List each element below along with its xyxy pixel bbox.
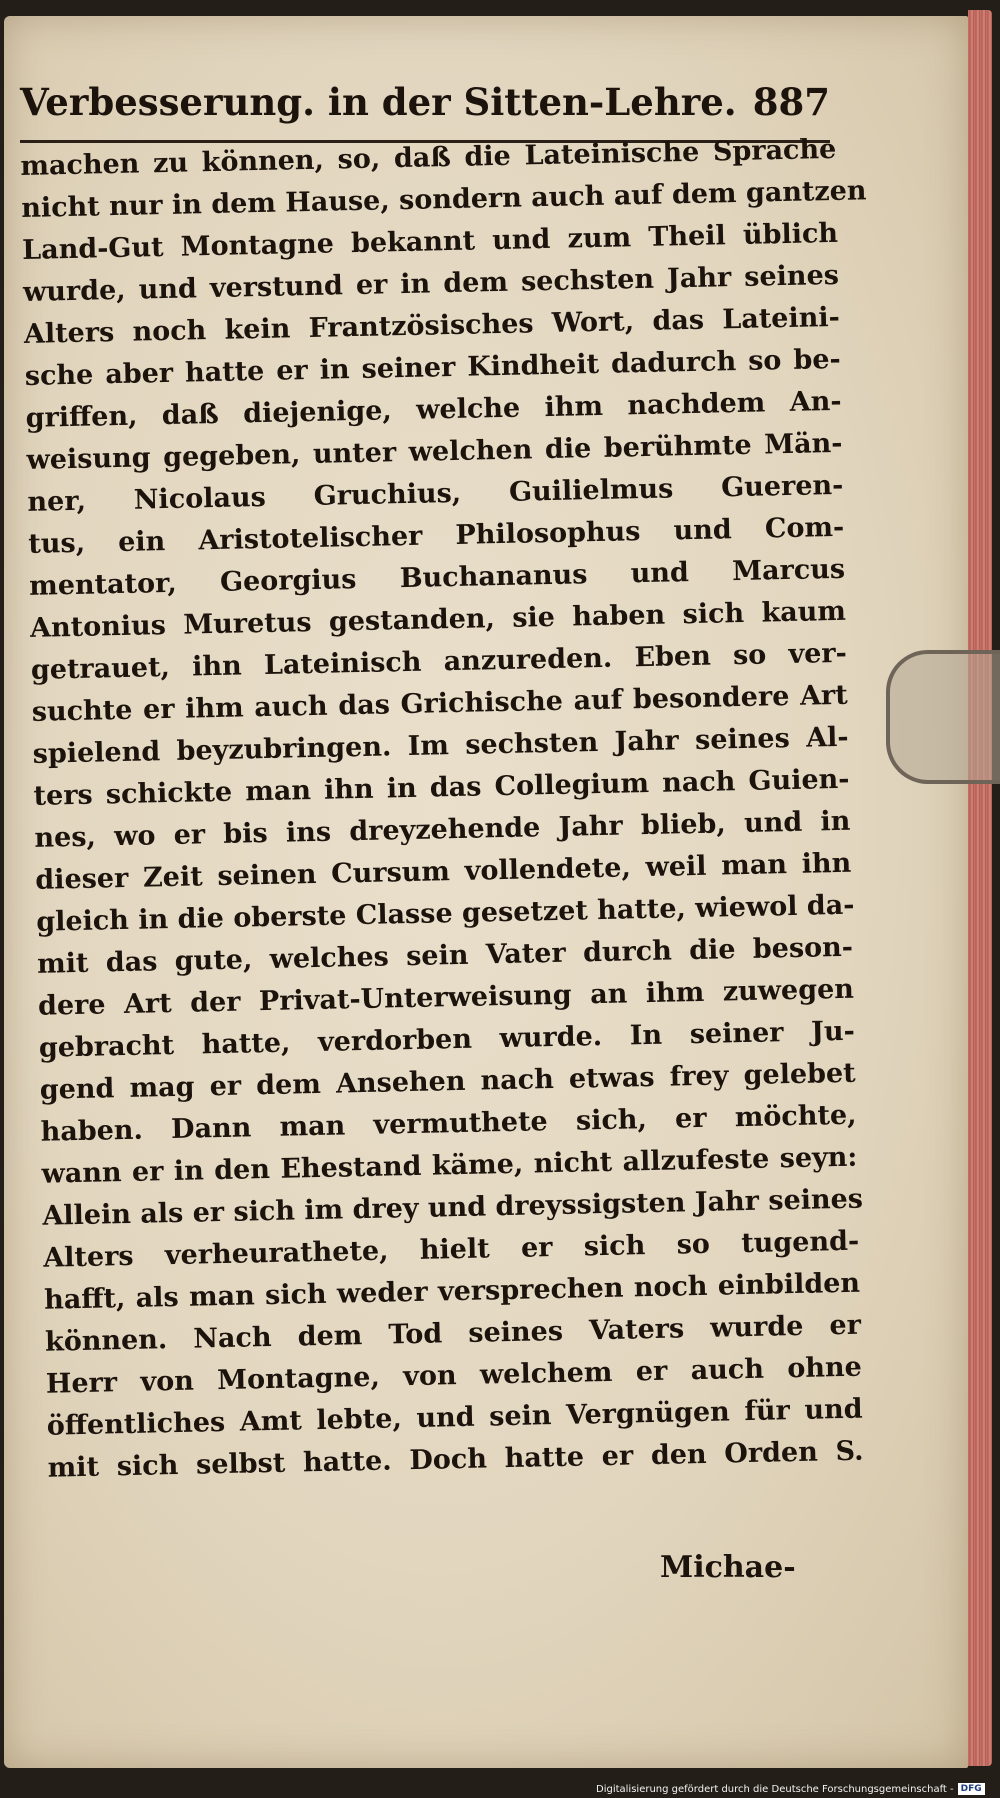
text-line: Alters verheurathete, hielt er sich so tugend-: [42, 1225, 860, 1274]
text-line: gebracht hatte, verdorben wurde. In seiner Ju-: [38, 1015, 856, 1064]
text-line: mit sich selbst hatte. Doch hatte er den Orden S.: [47, 1435, 864, 1484]
text-line: wann er in den Ehestand käme, nicht allzufeste seyn:: [41, 1141, 858, 1190]
text-line: Herr von Montagne, von welchem er auch ohne: [45, 1351, 863, 1400]
text-line: griffen, daß diejenige, welche ihm nachdem An-: [25, 385, 842, 434]
catchword: Michae-: [660, 1550, 796, 1585]
text-line: gleich in die oberste Classe gesetzet hatte, wiewol da-: [35, 889, 855, 938]
body-text: [20, 129, 867, 1490]
page-edges: [968, 10, 992, 1766]
text-line: Antonius Muretus gestanden, sie haben sich kaum: [29, 595, 847, 644]
text-line: Alters noch kein Frantzösisches Wort, das Lateini-: [23, 301, 841, 350]
text-line: öffentliches Amt lebte, und sein Vergnügen für und: [46, 1393, 863, 1442]
text-line: ner, Nicolaus Gruchius, Guilielmus Gueren-: [27, 469, 844, 518]
text-line: mentator, Georgius Buchananus und Marcus: [28, 553, 846, 602]
text-line: suchte er ihm auch das Grichische auf besondere Art: [31, 679, 849, 728]
text-line: sche aber hatte er in seiner Kindheit dadurch so be-: [24, 343, 841, 392]
text-line: weisung gegeben, unter welchen die berühmte Män-: [26, 427, 843, 476]
text-line: getrauet, ihn Lateinisch anzureden. Eben so ver-: [30, 637, 848, 686]
text-line: spielend beyzubringen. Im sechsten Jahr seines Al-: [32, 721, 849, 770]
credit-text: Digitalisierung gefördert durch die Deutsche Forschungsgemeinschaft -: [596, 1783, 954, 1795]
digitization-credit: [596, 1782, 985, 1796]
running-head-title: Verbesserung. in der Sitten-Lehre.: [20, 80, 737, 124]
text-line: nes, wo er bis ins dreyzehende Jahr blieb, und in: [34, 805, 851, 854]
text-line: mit das gute, welches sein Vater durch die beson-: [36, 931, 854, 980]
running-head: [20, 80, 830, 124]
text-line: dere Art der Privat-Unterweisung an ihm zuwegen: [37, 973, 855, 1022]
text-line: ters schickte man ihn in das Collegium nach Guien-: [33, 763, 850, 812]
text-line: tus, ein Aristotelischer Philosophus und Com-: [28, 511, 845, 560]
dfg-logo: DFG: [958, 1783, 985, 1795]
text-line: gend mag er dem Ansehen nach etwas frey gelebet: [39, 1057, 856, 1106]
page-number: 887: [752, 80, 830, 124]
text-line: dieser Zeit seinen Cursum vollendete, weil man ihn: [35, 847, 852, 896]
book-clasp: [886, 650, 1000, 784]
text-line: Land-Gut Montagne bekannt und zum Theil üblich: [21, 217, 839, 266]
text-line: wurde, und verstund er in dem sechsten Jahr seines: [22, 259, 840, 308]
text-line: Allein als er sich im drey und dreyssigsten Jahr seines: [42, 1183, 864, 1232]
text-line: haben. Dann man vermuthete sich, er möchte,: [40, 1099, 857, 1148]
text-line: hafft, als man sich weder versprechen noch einbilden: [43, 1267, 861, 1316]
text-line: können. Nach dem Tod seines Vaters wurde er: [44, 1309, 862, 1358]
text-line: machen zu können, so, daß die Lateinische Sprache: [20, 133, 837, 182]
text-line: nicht nur in dem Hause, sondern auch auf dem gantzen: [20, 175, 867, 224]
